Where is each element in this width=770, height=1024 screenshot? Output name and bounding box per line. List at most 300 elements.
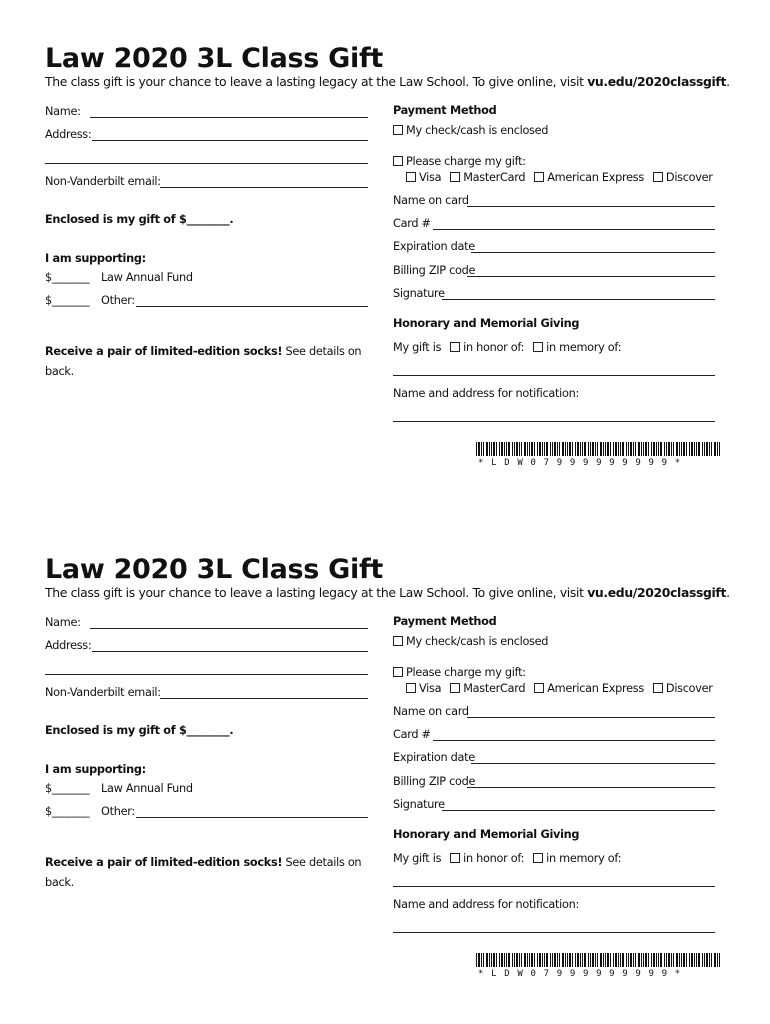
checkbox[interactable]	[450, 172, 460, 182]
address-label: Address:	[45, 128, 92, 141]
gift-is-label: My gift is	[393, 341, 442, 354]
barcode-bar	[607, 953, 609, 967]
card-option-amex[interactable]	[534, 171, 644, 184]
barcode-bar	[696, 442, 697, 456]
barcode-bar	[550, 953, 551, 967]
barcode-bar	[658, 442, 659, 456]
barcode-bar	[679, 953, 680, 967]
card-number-label: Card #	[393, 217, 431, 230]
checkbox[interactable]	[450, 853, 460, 863]
barcode-bar	[702, 442, 703, 456]
address-field-line2[interactable]	[45, 163, 368, 164]
supporting-heading: I am supporting:	[45, 763, 146, 776]
barcode-bar	[537, 442, 538, 456]
checkbox[interactable]	[653, 172, 663, 182]
expiration-field[interactable]	[471, 763, 715, 764]
barcode-bar	[486, 442, 488, 456]
barcode-bar	[476, 953, 477, 967]
expiration-field[interactable]	[471, 252, 715, 253]
barcode-bar	[714, 953, 716, 967]
other-amount-blank[interactable]: $_______	[45, 294, 90, 307]
barcode-bar	[626, 442, 627, 456]
barcode-bar	[696, 953, 697, 967]
zip-field[interactable]	[467, 276, 715, 277]
card-option-discover[interactable]	[653, 682, 713, 695]
email-label: Non-Vanderbilt email:	[45, 175, 161, 188]
barcode-bar	[562, 953, 564, 967]
other-field[interactable]	[136, 306, 368, 307]
barcode-bar	[559, 442, 560, 456]
socks-note-bold: Receive a pair of limited-edition socks!	[45, 856, 283, 869]
barcode-bar	[618, 442, 619, 456]
barcode-bar	[691, 953, 693, 967]
barcode-bar	[519, 953, 520, 967]
barcode-bar	[607, 442, 609, 456]
barcode-bar	[489, 442, 490, 456]
check-label: My check/cash is enclosed	[406, 635, 549, 648]
barcode-bar	[569, 953, 571, 967]
checkbox[interactable]	[533, 853, 543, 863]
barcode-bar	[582, 442, 583, 456]
zip-field[interactable]	[467, 787, 715, 788]
barcode-bar	[529, 953, 530, 967]
name-on-card-field[interactable]	[467, 717, 715, 718]
signature-label: Signature	[393, 798, 445, 811]
barcode-bar	[610, 953, 611, 967]
barcode-bar	[645, 442, 647, 456]
barcode-bar	[704, 442, 705, 456]
barcode-bar	[539, 953, 541, 967]
name-on-card-label: Name on card	[393, 705, 469, 718]
signature-label: Signature	[393, 287, 445, 300]
checkbox[interactable]	[406, 172, 416, 182]
barcode-bar	[569, 442, 571, 456]
in-honor-option[interactable]	[450, 852, 524, 865]
barcode-bar	[504, 953, 505, 967]
socks-note-rest: See details on	[282, 856, 362, 869]
barcode-bar	[653, 953, 655, 967]
barcode-bar	[719, 442, 720, 456]
barcode-bar	[557, 953, 558, 967]
card-option-mastercard[interactable]	[450, 171, 525, 184]
barcode-bar	[709, 953, 710, 967]
barcode-bar	[702, 953, 703, 967]
expiration-label: Expiration date	[393, 751, 475, 764]
check-option[interactable]	[393, 124, 548, 137]
in-memory-option[interactable]	[533, 341, 621, 354]
barcode-bar	[531, 953, 533, 967]
barcode-bar	[603, 442, 604, 456]
barcode-bar	[618, 953, 619, 967]
barcode-bar	[554, 953, 556, 967]
barcode-bar	[592, 442, 594, 456]
barcode-bar	[648, 442, 649, 456]
barcode-bar	[559, 953, 560, 967]
barcode-bar	[575, 442, 576, 456]
barcode-bar	[638, 442, 640, 456]
barcode-bar	[550, 442, 551, 456]
barcode-bar	[483, 442, 484, 456]
barcode-bar	[542, 953, 543, 967]
barcode-bar	[620, 953, 621, 967]
barcode-bar	[643, 442, 644, 456]
expiration-label: Expiration date	[393, 240, 475, 253]
signature-field[interactable]	[442, 810, 715, 811]
barcode-bar	[635, 953, 636, 967]
card-number-field[interactable]	[433, 229, 715, 230]
barcode-bar	[648, 953, 649, 967]
checkbox[interactable]	[450, 342, 460, 352]
other-field[interactable]	[136, 817, 368, 818]
socks-note-bold: Receive a pair of limited-edition socks!	[45, 345, 283, 358]
card-number-label: Card #	[393, 728, 431, 741]
barcode-bar	[668, 442, 670, 456]
barcode-bar	[499, 953, 500, 967]
barcode-bar	[660, 442, 662, 456]
barcode-bar	[531, 442, 533, 456]
barcode-bar	[499, 442, 500, 456]
barcode-bar	[622, 442, 624, 456]
form-intro	[45, 74, 730, 89]
barcode-bar	[673, 953, 674, 967]
barcode-bar	[597, 953, 598, 967]
name-label: Name:	[45, 105, 81, 118]
barcode-bar	[717, 953, 718, 967]
barcode-bar	[491, 442, 492, 456]
intro-text: The class gift is your chance to leave a lasting legacy at the Law School. To give online, visit	[45, 585, 588, 600]
barcode-text: *LDW07999999999*	[478, 458, 688, 468]
barcode-bar	[582, 953, 583, 967]
name-on-card-field[interactable]	[467, 206, 715, 207]
barcode-bar	[592, 953, 594, 967]
barcode-bar	[504, 442, 505, 456]
barcode-bar	[508, 953, 510, 967]
barcode-bar	[546, 442, 548, 456]
intro-link[interactable]: vu.edu/2020classgift	[587, 74, 727, 89]
notification-field[interactable]	[393, 421, 715, 422]
other-label: Other:	[101, 805, 135, 818]
card-label: Discover	[665, 171, 713, 184]
barcode-bar	[641, 953, 642, 967]
barcode-bar	[521, 953, 522, 967]
barcode-bar	[554, 442, 556, 456]
card-label: MasterCard	[463, 682, 526, 695]
notification-field[interactable]	[393, 932, 715, 933]
notification-label: Name and address for notification:	[393, 387, 579, 400]
other-amount-blank[interactable]: $_______	[45, 805, 90, 818]
charge-label: Please charge my gift:	[406, 155, 526, 168]
barcode-bar	[534, 442, 535, 456]
address-field[interactable]	[92, 140, 368, 141]
barcode-bar	[584, 953, 586, 967]
barcode-bar	[628, 953, 629, 967]
barcode-bar	[516, 953, 518, 967]
barcode-bar	[527, 442, 528, 456]
card-number-field[interactable]	[433, 740, 715, 741]
honoree-field[interactable]	[393, 886, 715, 887]
barcode-bar	[506, 442, 507, 456]
fund-label: Law Annual Fund	[101, 782, 193, 795]
honoree-field[interactable]	[393, 375, 715, 376]
barcode-bar	[689, 442, 690, 456]
barcode-bar	[689, 953, 690, 967]
intro-link[interactable]: vu.edu/2020classgift	[587, 585, 727, 600]
socks-note-line2: back.	[45, 876, 74, 889]
barcode-bar	[501, 442, 503, 456]
barcode-bar	[481, 953, 482, 967]
name-on-card-label: Name on card	[393, 194, 469, 207]
barcode-bar	[694, 442, 695, 456]
barcode-bar	[645, 953, 647, 967]
barcode-bar	[656, 953, 657, 967]
socks-note-line2: back.	[45, 365, 74, 378]
barcode-bar	[512, 953, 513, 967]
barcode-bar	[714, 442, 716, 456]
checkbox[interactable]	[653, 683, 663, 693]
checkbox[interactable]	[533, 342, 543, 352]
barcode-bar	[557, 442, 558, 456]
barcode-bar	[628, 442, 629, 456]
barcode-bar	[524, 442, 526, 456]
email-label: Non-Vanderbilt email:	[45, 686, 161, 699]
barcode-bar	[552, 953, 553, 967]
intro-end: .	[726, 585, 730, 600]
other-label: Other:	[101, 294, 135, 307]
barcode-bar	[686, 442, 687, 456]
checkbox[interactable]	[534, 172, 544, 182]
payment-heading: Payment Method	[393, 104, 497, 117]
gift-is-label: My gift is	[393, 852, 442, 865]
email-field[interactable]	[160, 698, 368, 699]
gift-is-row	[393, 341, 630, 354]
barcode-bar	[478, 442, 480, 456]
socks-note	[45, 856, 361, 869]
card-option-mastercard[interactable]	[450, 682, 525, 695]
barcode-bar	[516, 442, 518, 456]
fund-amount-blank[interactable]: $_______	[45, 271, 90, 284]
intro-text: The class gift is your chance to leave a lasting legacy at the Law School. To give online, visit	[45, 74, 588, 89]
barcode-bar	[493, 953, 495, 967]
card-label: MasterCard	[463, 171, 526, 184]
zip-label: Billing ZIP code	[393, 775, 476, 788]
barcode-bar	[483, 953, 484, 967]
barcode-bar	[630, 953, 632, 967]
barcode-bar	[527, 953, 528, 967]
barcode-bar	[577, 953, 579, 967]
barcode-bar	[537, 953, 538, 967]
barcode-bar	[668, 953, 670, 967]
barcode-text: *LDW07999999999*	[478, 969, 688, 979]
barcode-bar	[681, 442, 682, 456]
barcode-bar	[491, 953, 492, 967]
fund-label: Law Annual Fund	[101, 271, 193, 284]
in-honor-option[interactable]	[450, 341, 524, 354]
barcode-bar	[711, 442, 712, 456]
barcode-bar	[572, 953, 573, 967]
barcode-bar	[565, 442, 566, 456]
barcode-bar	[679, 442, 680, 456]
barcode-bar	[521, 442, 522, 456]
socks-note	[45, 345, 361, 358]
barcode-bar	[603, 953, 604, 967]
barcode-bar	[496, 953, 497, 967]
gift-is-row	[393, 852, 630, 865]
barcode-bar	[605, 442, 606, 456]
notification-label: Name and address for notification:	[393, 898, 579, 911]
address-field-line2[interactable]	[45, 674, 368, 675]
form-title: Law 2020 3L Class Gift	[45, 554, 384, 585]
barcode-bar	[595, 953, 596, 967]
charge-option[interactable]	[393, 666, 526, 679]
checkbox[interactable]	[393, 636, 403, 646]
barcode-bar	[514, 953, 515, 967]
barcode-bar	[486, 953, 488, 967]
barcode-bar	[638, 953, 640, 967]
card-type-options	[406, 171, 722, 184]
barcode-bar	[580, 953, 581, 967]
barcode-bar	[676, 442, 678, 456]
barcode-bar	[635, 442, 636, 456]
card-option-discover[interactable]	[653, 171, 713, 184]
charge-option[interactable]	[393, 155, 526, 168]
barcode-bar	[508, 442, 510, 456]
barcode-bar	[512, 442, 513, 456]
card-label: American Express	[547, 171, 644, 184]
barcode-bar	[676, 953, 678, 967]
card-label: Visa	[419, 171, 442, 184]
barcode-bar	[542, 442, 543, 456]
barcode-bar	[686, 953, 687, 967]
barcode-bar	[711, 953, 712, 967]
barcode-bar	[694, 953, 695, 967]
barcode-bar	[717, 442, 718, 456]
gift-form-bottom	[0, 511, 770, 1023]
barcode-bar	[615, 442, 617, 456]
checkbox[interactable]	[534, 683, 544, 693]
barcode-bar	[544, 442, 545, 456]
checkbox[interactable]	[393, 156, 403, 166]
check-option[interactable]	[393, 635, 548, 648]
barcode-bar	[597, 442, 598, 456]
card-option-visa[interactable]	[406, 171, 441, 184]
barcode-bar	[567, 953, 568, 967]
barcode-bar	[544, 953, 545, 967]
barcode-bar	[660, 953, 662, 967]
in-memory-option[interactable]	[533, 852, 621, 865]
barcode-bar	[595, 442, 596, 456]
card-label: American Express	[547, 682, 644, 695]
barcode-bar	[514, 442, 515, 456]
barcode-bar	[539, 442, 541, 456]
barcode-bar	[666, 442, 667, 456]
honorary-heading: Honorary and Memorial Giving	[393, 317, 580, 330]
address-label: Address:	[45, 639, 92, 652]
name-field[interactable]	[90, 628, 368, 629]
barcode-bar	[575, 953, 576, 967]
barcode-bar	[633, 953, 634, 967]
barcode-bar	[719, 953, 720, 967]
card-label: Discover	[665, 682, 713, 695]
barcode-bar	[580, 442, 581, 456]
barcode-bar	[630, 442, 632, 456]
payment-heading: Payment Method	[393, 615, 497, 628]
barcode-bar	[476, 442, 477, 456]
barcode-bar	[681, 953, 682, 967]
barcode-bar	[567, 442, 568, 456]
intro-end: .	[726, 74, 730, 89]
barcode-bar	[534, 953, 535, 967]
barcode-bar	[613, 953, 614, 967]
barcode-bar	[651, 442, 652, 456]
checkbox[interactable]	[393, 125, 403, 135]
barcode-bar	[501, 953, 503, 967]
barcode-bar	[613, 442, 614, 456]
name-label: Name:	[45, 616, 81, 629]
barcode-bar	[588, 953, 589, 967]
barcode-bar	[577, 442, 579, 456]
form-title: Law 2020 3L Class Gift	[45, 43, 384, 74]
barcode-bar	[562, 442, 564, 456]
card-option-amex[interactable]	[534, 682, 644, 695]
barcode-bar	[546, 953, 548, 967]
barcode-bar	[709, 442, 710, 456]
barcode-bar	[565, 953, 566, 967]
barcode-bar	[590, 953, 591, 967]
check-label: My check/cash is enclosed	[406, 124, 549, 137]
barcode-bar	[691, 442, 693, 456]
barcode-bar	[493, 442, 495, 456]
barcode-bar	[626, 953, 627, 967]
barcode-bar	[622, 953, 624, 967]
barcode-bar	[524, 953, 526, 967]
honorary-heading: Honorary and Memorial Giving	[393, 828, 580, 841]
in-honor-label: in honor of:	[463, 341, 525, 354]
barcode-bar	[584, 442, 586, 456]
barcode-bar	[529, 442, 530, 456]
barcode-bar	[641, 442, 642, 456]
fund-amount-blank[interactable]: $_______	[45, 782, 90, 795]
barcode-bar	[671, 442, 672, 456]
barcode-bar	[706, 953, 708, 967]
signature-field[interactable]	[442, 299, 715, 300]
enclosed-gift-label: Enclosed is my gift of $________.	[45, 213, 234, 226]
barcode-bar	[489, 953, 490, 967]
checkbox[interactable]	[406, 683, 416, 693]
email-field[interactable]	[160, 187, 368, 188]
barcode-bar	[572, 442, 573, 456]
barcode-bar	[588, 442, 589, 456]
barcode-bar	[633, 442, 634, 456]
barcode-bar	[683, 953, 685, 967]
form-intro	[45, 585, 730, 600]
barcode-bar	[610, 442, 611, 456]
barcode-bar	[704, 953, 705, 967]
barcode-bar	[615, 953, 617, 967]
card-option-visa[interactable]	[406, 682, 441, 695]
checkbox[interactable]	[393, 667, 403, 677]
barcode-bar	[673, 442, 674, 456]
barcode-bar	[653, 442, 655, 456]
name-field[interactable]	[90, 117, 368, 118]
barcode-bar	[600, 953, 602, 967]
socks-note-rest: See details on	[282, 345, 362, 358]
address-field[interactable]	[92, 651, 368, 652]
card-type-options	[406, 682, 722, 695]
barcode-bar	[671, 953, 672, 967]
barcode-bar	[478, 953, 480, 967]
checkbox[interactable]	[450, 683, 460, 693]
barcode-bar	[519, 442, 520, 456]
